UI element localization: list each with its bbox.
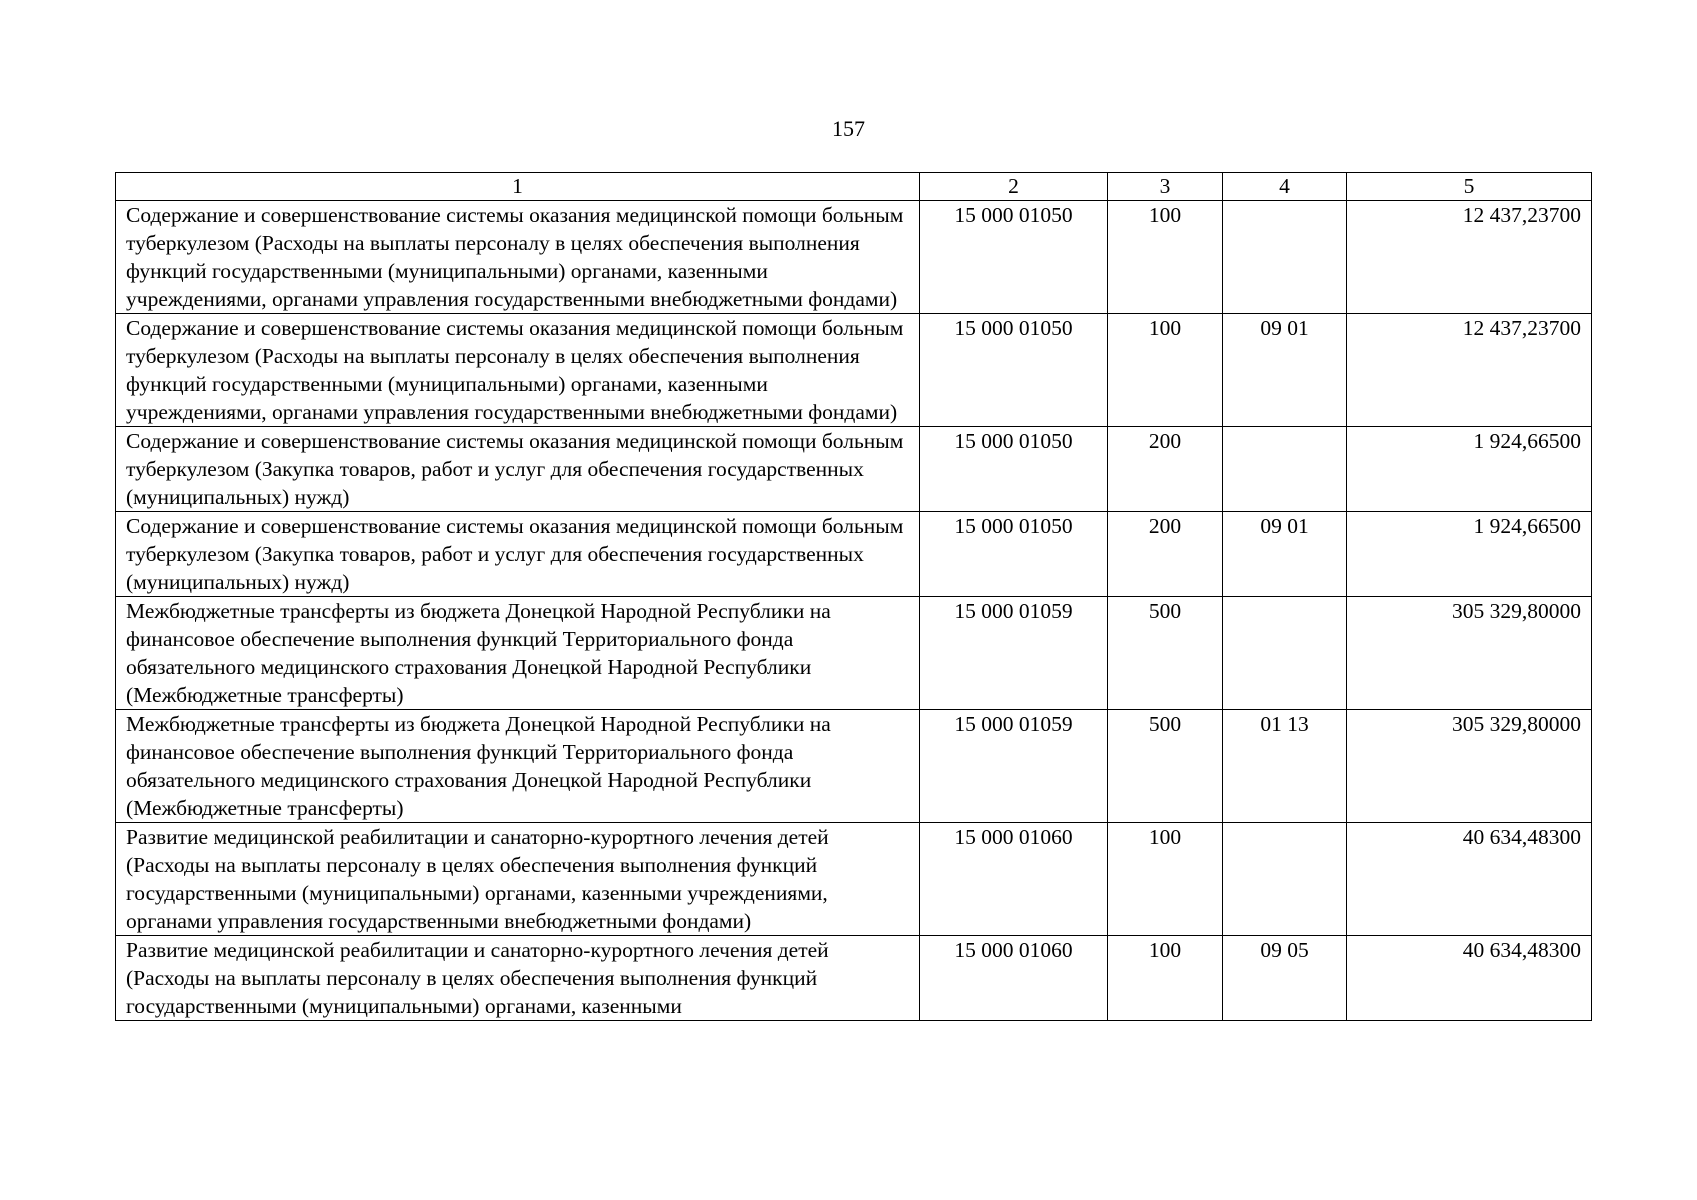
- row-amount: 305 329,80000: [1347, 710, 1592, 823]
- row-amount: 40 634,48300: [1347, 936, 1592, 1021]
- row-code: 15 000 01060: [920, 823, 1108, 936]
- row-section: [1223, 427, 1347, 512]
- row-expense-type: 100: [1108, 823, 1223, 936]
- table-row: [116, 314, 1592, 427]
- table-header: [116, 173, 1592, 201]
- table-row: [116, 710, 1592, 823]
- row-code: 15 000 01059: [920, 710, 1108, 823]
- row-description: Содержание и совершенствование системы оказания медицинской помощи больным туберкулезом (Закупка товаров, работ и услуг для обеспечения государственных (муниципальных) нужд): [116, 427, 920, 512]
- table-row: [116, 823, 1592, 936]
- row-expense-type: 200: [1108, 512, 1223, 597]
- row-code: 15 000 01059: [920, 597, 1108, 710]
- row-description: Развитие медицинской реабилитации и санаторно-курортного лечения детей (Расходы на выплаты персоналу в целях обеспечения выполнения функций государственными (муниципальными) органами, казенными учреждениями, органами управления государственными внебюджетными фондами): [116, 823, 920, 936]
- budget-table: [115, 172, 1592, 1021]
- row-expense-type: 100: [1108, 936, 1223, 1021]
- row-code: 15 000 01060: [920, 936, 1108, 1021]
- table-body: [116, 201, 1592, 1021]
- row-expense-type: 200: [1108, 427, 1223, 512]
- row-amount: 12 437,23700: [1347, 314, 1592, 427]
- header-row: [116, 173, 1592, 201]
- row-code: 15 000 01050: [920, 427, 1108, 512]
- row-amount: 12 437,23700: [1347, 201, 1592, 314]
- table-row: [116, 512, 1592, 597]
- row-description: Межбюджетные трансферты из бюджета Донецкой Народной Республики на финансовое обеспечение выполнения функций Территориального фонда обязательного медицинского страхования Донецкой Народной Республики (Межбюджетные трансферты): [116, 597, 920, 710]
- row-description: Межбюджетные трансферты из бюджета Донецкой Народной Республики на финансовое обеспечение выполнения функций Территориального фонда обязательного медицинского страхования Донецкой Народной Республики (Межбюджетные трансферты): [116, 710, 920, 823]
- row-amount: 1 924,66500: [1347, 427, 1592, 512]
- table-row: [116, 936, 1592, 1021]
- row-description: Развитие медицинской реабилитации и санаторно-курортного лечения детей (Расходы на выплаты персоналу в целях обеспечения выполнения функций государственными (муниципальными) органами, казенными: [116, 936, 920, 1021]
- row-expense-type: 500: [1108, 597, 1223, 710]
- page-number: 157: [832, 116, 865, 141]
- row-code: 15 000 01050: [920, 314, 1108, 427]
- header-col-5: 5: [1347, 173, 1592, 201]
- table-row: [116, 427, 1592, 512]
- row-code: 15 000 01050: [920, 201, 1108, 314]
- row-amount: 305 329,80000: [1347, 597, 1592, 710]
- header-col-4: 4: [1223, 173, 1347, 201]
- row-code: 15 000 01050: [920, 512, 1108, 597]
- row-description: Содержание и совершенствование системы оказания медицинской помощи больным туберкулезом (Закупка товаров, работ и услуг для обеспечения государственных (муниципальных) нужд): [116, 512, 920, 597]
- table-row: [116, 597, 1592, 710]
- row-amount: 40 634,48300: [1347, 823, 1592, 936]
- header-col-2: 2: [920, 173, 1108, 201]
- row-amount: 1 924,66500: [1347, 512, 1592, 597]
- row-section: [1223, 823, 1347, 936]
- row-section: 09 05: [1223, 936, 1347, 1021]
- row-section: [1223, 597, 1347, 710]
- header-col-1: 1: [116, 173, 920, 201]
- row-section: 09 01: [1223, 314, 1347, 427]
- row-section: 01 13: [1223, 710, 1347, 823]
- row-expense-type: 500: [1108, 710, 1223, 823]
- row-section: [1223, 201, 1347, 314]
- row-expense-type: 100: [1108, 201, 1223, 314]
- row-description: Содержание и совершенствование системы оказания медицинской помощи больным туберкулезом (Расходы на выплаты персоналу в целях обеспечения выполнения функций государственными (муниципальными) органами, казенными учреждениями, органами управления государственными внебюджетными фондами): [116, 201, 920, 314]
- header-col-3: 3: [1108, 173, 1223, 201]
- row-description: Содержание и совершенствование системы оказания медицинской помощи больным туберкулезом (Расходы на выплаты персоналу в целях обеспечения выполнения функций государственными (муниципальными) органами, казенными учреждениями, органами управления государственными внебюджетными фондами): [116, 314, 920, 427]
- table-row: [116, 201, 1592, 314]
- row-expense-type: 100: [1108, 314, 1223, 427]
- row-section: 09 01: [1223, 512, 1347, 597]
